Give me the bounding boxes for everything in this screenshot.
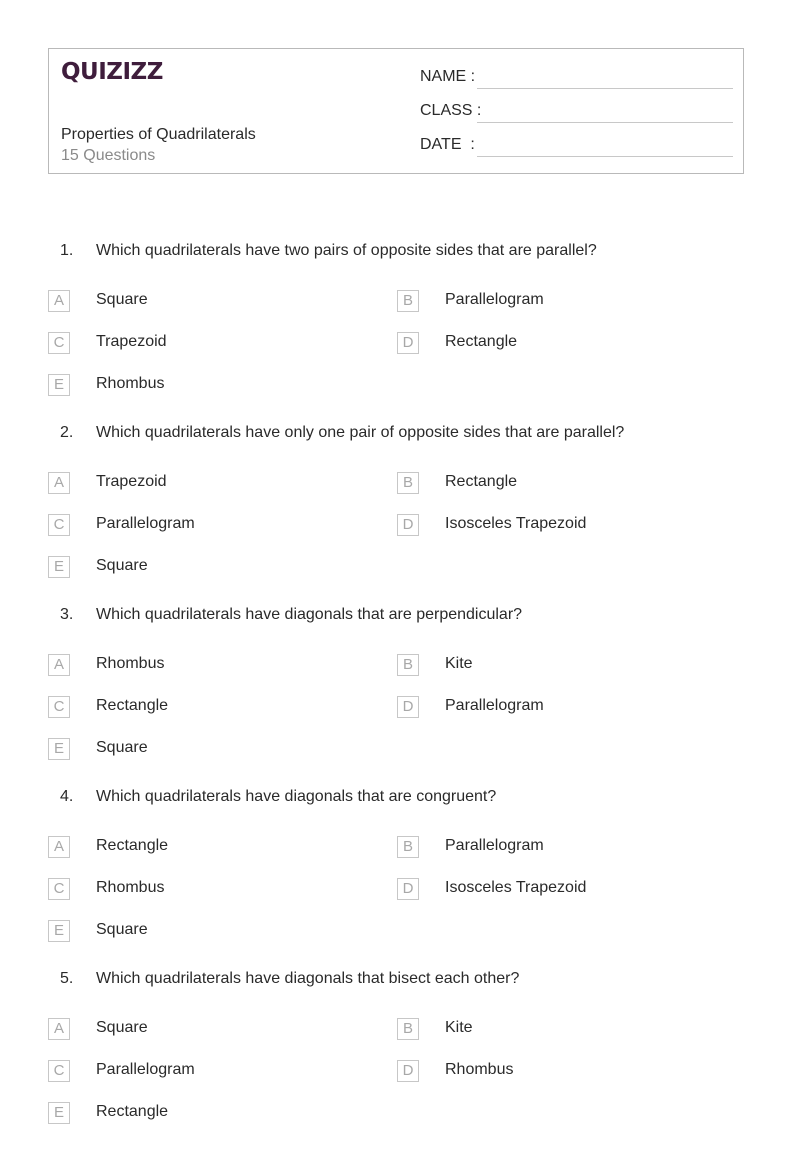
question-text: Which quadrilaterals have diagonals that are perpendicular? <box>96 606 523 623</box>
option-c[interactable] <box>48 514 348 538</box>
question-number: 1. <box>60 242 74 259</box>
option-e[interactable] <box>48 920 348 944</box>
option-a[interactable] <box>48 836 348 860</box>
option-text: Isosceles Trapezoid <box>445 515 587 532</box>
quizizz-logo: QUIZIZZ <box>61 59 163 85</box>
option-text: Parallelogram <box>96 515 195 532</box>
option-letter-box: D <box>397 878 419 900</box>
option-letter-box: E <box>48 920 70 942</box>
date-line <box>477 156 733 157</box>
question-text: Which quadrilaterals have two pairs of opposite sides that are parallel? <box>96 242 597 259</box>
option-letter-box: C <box>48 332 70 354</box>
option-text: Rhombus <box>96 879 165 896</box>
name-line <box>477 88 733 89</box>
option-letter-box: D <box>397 332 419 354</box>
question-number: 5. <box>60 970 74 987</box>
option-a[interactable] <box>48 1018 348 1042</box>
option-letter-box: D <box>397 514 419 536</box>
option-text: Trapezoid <box>96 473 167 490</box>
option-letter-box: C <box>48 514 70 536</box>
option-letter-box: C <box>48 696 70 718</box>
option-letter-box: B <box>397 654 419 676</box>
option-letter-box: A <box>48 290 70 312</box>
option-text: Rectangle <box>96 1103 169 1120</box>
option-text: Parallelogram <box>445 837 544 854</box>
option-d[interactable] <box>397 332 697 356</box>
option-letter-box: A <box>48 836 70 858</box>
option-c[interactable] <box>48 1060 348 1084</box>
class-field <box>420 102 733 126</box>
option-text: Rectangle <box>445 333 518 350</box>
option-a[interactable] <box>48 654 348 678</box>
option-letter-box: E <box>48 556 70 578</box>
option-c[interactable] <box>48 878 348 902</box>
question-text: Which quadrilaterals have only one pair of opposite sides that are parallel? <box>96 424 625 441</box>
option-b[interactable] <box>397 290 697 314</box>
class-line <box>477 122 733 123</box>
option-text: Rectangle <box>445 473 518 490</box>
option-e[interactable] <box>48 1102 348 1126</box>
class-label: CLASS : <box>420 102 482 119</box>
option-e[interactable] <box>48 556 348 580</box>
option-c[interactable] <box>48 696 348 720</box>
date-field <box>420 136 733 160</box>
option-text: Rectangle <box>96 697 169 714</box>
option-letter-box: C <box>48 878 70 900</box>
option-b[interactable] <box>397 1018 697 1042</box>
option-text: Trapezoid <box>96 333 167 350</box>
question-5 <box>0 970 794 1152</box>
question-text: Which quadrilaterals have diagonals that bisect each other? <box>96 970 520 987</box>
question-number: 2. <box>60 424 74 441</box>
option-a[interactable] <box>48 290 348 314</box>
option-text: Square <box>96 291 148 308</box>
option-b[interactable] <box>397 836 697 860</box>
option-d[interactable] <box>397 514 697 538</box>
worksheet-header <box>48 48 744 174</box>
option-text: Isosceles Trapezoid <box>445 879 587 896</box>
question-text: Which quadrilaterals have diagonals that are congruent? <box>96 788 497 805</box>
name-label: NAME : <box>420 68 476 85</box>
option-letter-box: D <box>397 696 419 718</box>
option-text: Rhombus <box>96 655 165 672</box>
option-b[interactable] <box>397 472 697 496</box>
worksheet-title: Properties of Quadrilaterals <box>61 126 256 143</box>
option-text: Parallelogram <box>445 697 544 714</box>
option-letter-box: B <box>397 836 419 858</box>
question-2 <box>0 424 794 606</box>
option-text: Rectangle <box>96 837 169 854</box>
option-text: Kite <box>445 655 473 672</box>
option-text: Rhombus <box>96 375 165 392</box>
option-d[interactable] <box>397 1060 697 1084</box>
option-e[interactable] <box>48 374 348 398</box>
option-text: Parallelogram <box>445 291 544 308</box>
option-letter-box: A <box>48 472 70 494</box>
option-letter-box: D <box>397 1060 419 1082</box>
option-letter-box: E <box>48 738 70 760</box>
question-number: 3. <box>60 606 74 623</box>
option-letter-box: E <box>48 374 70 396</box>
option-d[interactable] <box>397 696 697 720</box>
option-text: Rhombus <box>445 1061 514 1078</box>
question-4 <box>0 788 794 970</box>
option-a[interactable] <box>48 472 348 496</box>
question-1 <box>0 242 794 424</box>
option-text: Parallelogram <box>96 1061 195 1078</box>
question-count: 15 Questions <box>61 147 156 164</box>
option-b[interactable] <box>397 654 697 678</box>
question-number: 4. <box>60 788 74 805</box>
option-letter-box: B <box>397 1018 419 1040</box>
option-text: Square <box>96 921 148 938</box>
option-text: Kite <box>445 1019 473 1036</box>
option-letter-box: A <box>48 654 70 676</box>
option-letter-box: A <box>48 1018 70 1040</box>
date-label: DATE : <box>420 136 475 153</box>
question-3 <box>0 606 794 788</box>
option-d[interactable] <box>397 878 697 902</box>
option-letter-box: E <box>48 1102 70 1124</box>
option-letter-box: B <box>397 290 419 312</box>
name-field <box>420 68 733 92</box>
option-e[interactable] <box>48 738 348 762</box>
option-letter-box: B <box>397 472 419 494</box>
option-text: Square <box>96 739 148 756</box>
option-letter-box: C <box>48 1060 70 1082</box>
option-c[interactable] <box>48 332 348 356</box>
option-text: Square <box>96 1019 148 1036</box>
option-text: Square <box>96 557 148 574</box>
